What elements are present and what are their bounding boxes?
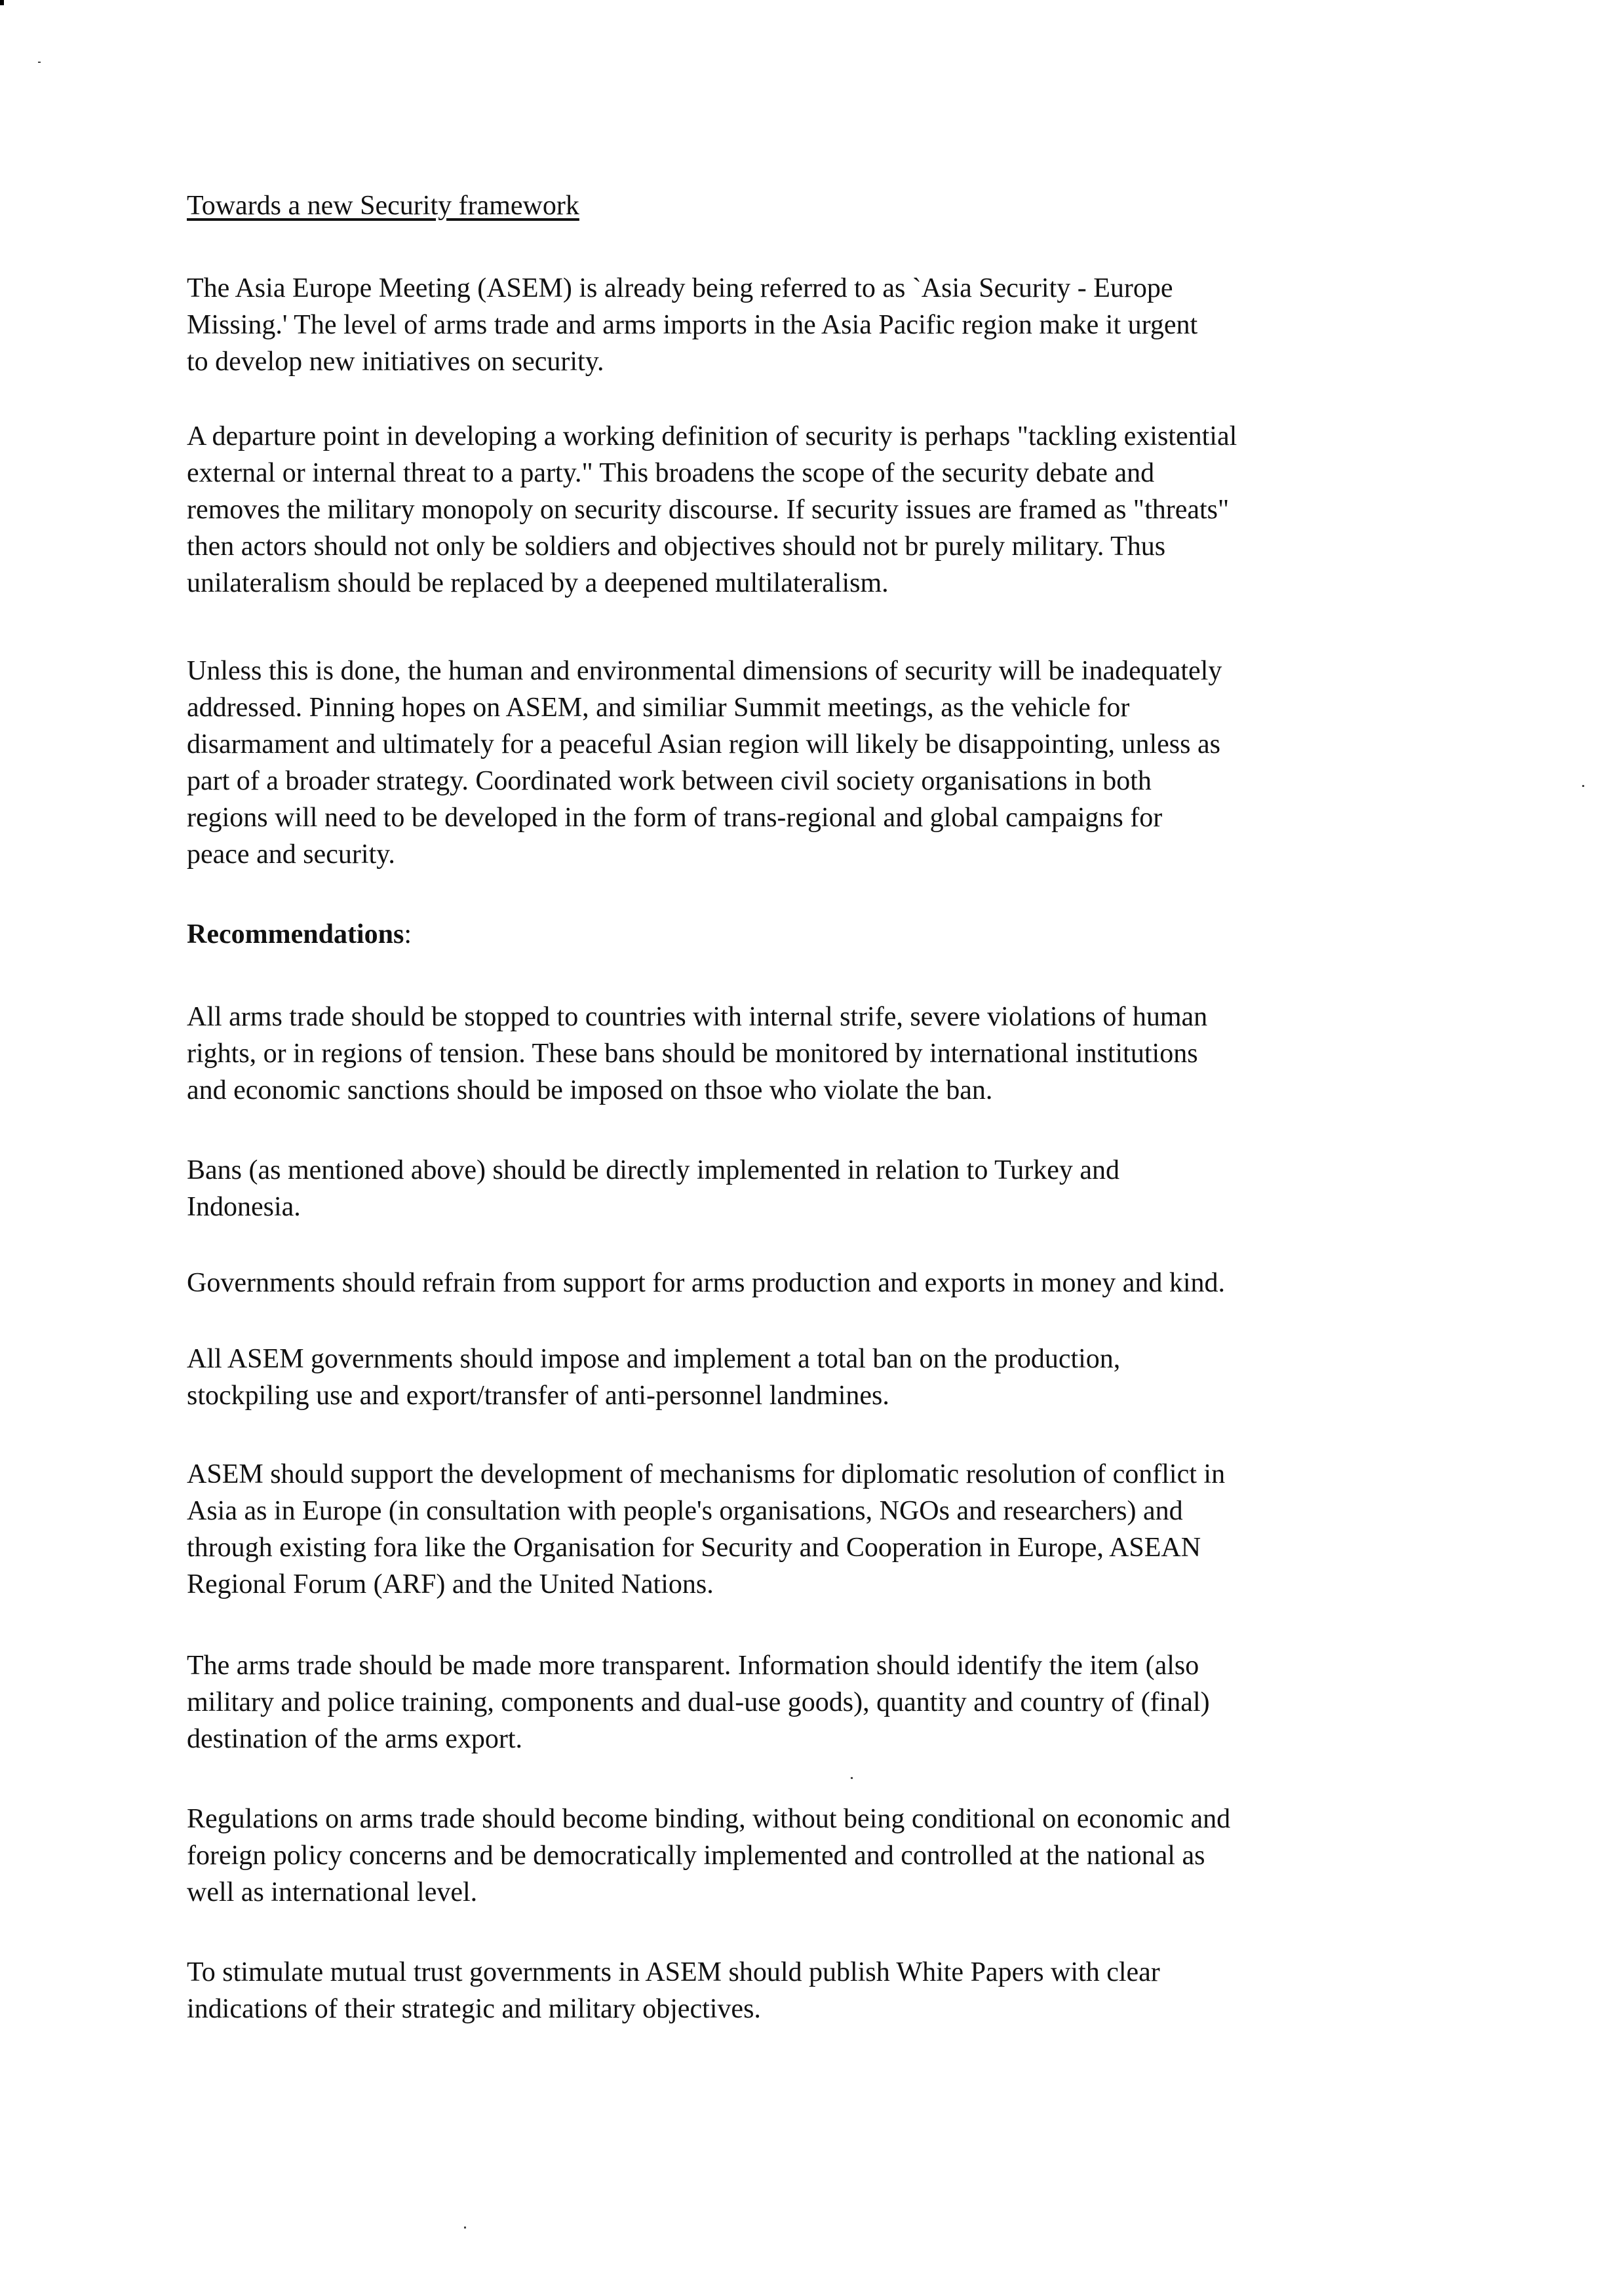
paragraph-line: external or internal threat to a party." This broadens the scope of the security debate and: [187, 458, 1155, 488]
recommendation-line: well as international level.: [187, 1877, 478, 1907]
paragraph-line: peace and security.: [187, 839, 395, 870]
paragraph-line: unilateralism should be replaced by a deepened multilateralism.: [187, 568, 889, 598]
recommendation-line: Indonesia.: [187, 1192, 301, 1222]
recommendation-item: [187, 1265, 1432, 1301]
recommendation-item: [187, 1152, 1432, 1225]
definition-paragraph: [187, 418, 1432, 602]
recommendation-item: [187, 1647, 1432, 1757]
recommendations-heading: [187, 916, 1432, 953]
paragraph-line: to develop new initiatives on security.: [187, 347, 604, 377]
recommendation-line: ASEM should support the development of mechanisms for diplomatic resolution of conflict in: [187, 1459, 1226, 1489]
recommendations-heading-colon: :: [404, 919, 412, 949]
recommendation-line: through existing fora like the Organisation for Security and Cooperation in Europe, ASEAN: [187, 1533, 1201, 1563]
scan-speck: [38, 62, 41, 63]
scan-speck: [851, 1777, 853, 1779]
recommendation-line: Regulations on arms trade should become binding, without being conditional on economic and: [187, 1804, 1231, 1834]
recommendation-line: and economic sanctions should be imposed on thsoe who violate the ban.: [187, 1075, 993, 1105]
paragraph-line: Missing.' The level of arms trade and arms imports in the Asia Pacific region make it urgent: [187, 310, 1198, 340]
recommendation-line: Asia as in Europe (in consultation with people's organisations, NGOs and researchers) and: [187, 1496, 1183, 1526]
scan-speck: [1582, 785, 1584, 787]
recommendation-line: foreign policy concerns and be democratically implemented and controlled at the national as: [187, 1841, 1205, 1871]
recommendation-line: Regional Forum (ARF) and the United Nations.: [187, 1569, 714, 1599]
recommendation-line: Bans (as mentioned above) should be directly implemented in relation to Turkey and: [187, 1155, 1120, 1185]
recommendation-line: Governments should refrain from support for arms production and exports in money and kind.: [187, 1268, 1226, 1298]
intro-paragraph: [187, 270, 1432, 380]
recommendation-line: The arms trade should be made more transparent. Information should identify the item (also: [187, 1651, 1199, 1681]
recommendation-item: [187, 1954, 1432, 2027]
recommendation-line: destination of the arms export.: [187, 1724, 523, 1754]
recommendation-line: All ASEM governments should impose and implement a total ban on the production,: [187, 1344, 1121, 1374]
paragraph-line: disarmament and ultimately for a peaceful Asian region will likely be disappointing, unless as: [187, 729, 1220, 759]
scan-speck: [464, 2227, 466, 2229]
recommendations-heading-text: Recommendations: [187, 919, 404, 949]
recommendation-line: indications of their strategic and military objectives.: [187, 1994, 761, 2024]
recommendation-item: [187, 999, 1432, 1109]
paragraph-line: addressed. Pinning hopes on ASEM, and similiar Summit meetings, as the vehicle for: [187, 693, 1130, 723]
recommendation-line: To stimulate mutual trust governments in ASEM should publish White Papers with clear: [187, 1957, 1160, 1987]
recommendation-item: [187, 1801, 1432, 1911]
paragraph-line: then actors should not only be soldiers and objectives should not br purely military. Thus: [187, 531, 1166, 562]
paragraph-line: regions will need to be developed in the form of trans-regional and global campaigns for: [187, 803, 1163, 833]
paragraph-line: part of a broader strategy. Coordinated work between civil society organisations in both: [187, 766, 1152, 796]
recommendation-line: All arms trade should be stopped to countries with internal strife, severe violations of human: [187, 1002, 1208, 1032]
recommendation-item: [187, 1456, 1432, 1603]
recommendation-item: [187, 1341, 1432, 1414]
page-title: Towards a new Security framework: [187, 191, 579, 221]
paragraph-line: Unless this is done, the human and environmental dimensions of security will be inadequately: [187, 656, 1222, 686]
paragraph-line: removes the military monopoly on security discourse. If security issues are framed as "threats": [187, 495, 1230, 525]
paragraph-line: A departure point in developing a working definition of security is perhaps "tackling existential: [187, 421, 1237, 451]
strategy-paragraph: [187, 653, 1432, 873]
recommendation-line: military and police training, components and dual-use goods), quantity and country of (final): [187, 1687, 1210, 1717]
scan-mark: [0, 0, 4, 5]
recommendation-line: rights, or in regions of tension. These bans should be monitored by international institutions: [187, 1039, 1198, 1069]
recommendation-line: stockpiling use and export/transfer of anti-personnel landmines.: [187, 1381, 889, 1411]
paragraph-line: The Asia Europe Meeting (ASEM) is already being referred to as `Asia Security - Europe: [187, 273, 1173, 303]
